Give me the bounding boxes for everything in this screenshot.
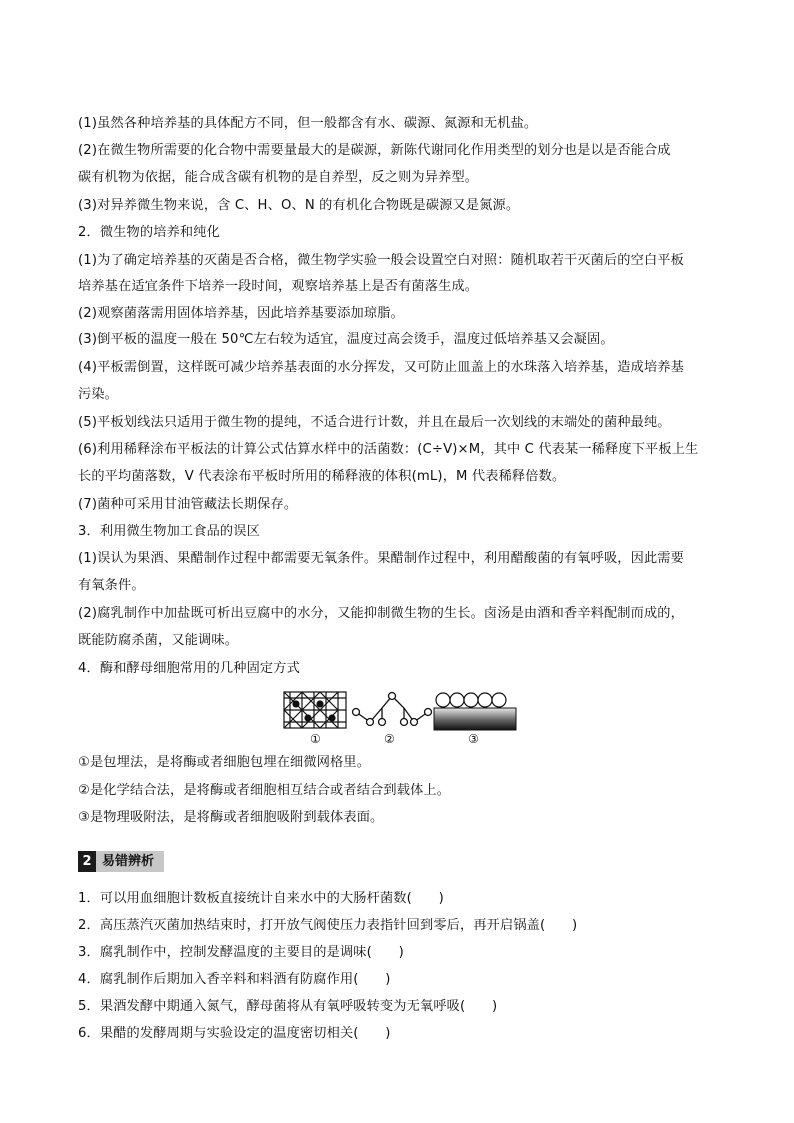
adsorption-carrier-icon [434, 693, 516, 730]
section-heading: 3．利用微生物加工食品的误区 [78, 524, 260, 539]
text-line: (2)腐乳制作中加盐既可析出豆腐中的水分，又能抑制微生物的生长。卤汤是由酒和香辛料配制而成的， [78, 606, 684, 621]
question-item: 2．高压蒸汽灭菌加热结束时，打开放气阀使压力表指针回到零后，再开启锅盖( ) [78, 918, 578, 933]
question-item: 6．果醋的发酵周期与实验设定的温度密切相关( ) [78, 1026, 391, 1041]
text-line: (1)误认为果酒、果醋制作过程中都需要无氧条件。果醋制作过程中，利用醋酸菌的有氧呼吸，因此需要 [78, 551, 684, 566]
text-line: (1)为了确定培养基的灭菌是否合格，微生物学实验一般会设置空白对照：随机取若干灭菌后的空白平板 [78, 253, 684, 268]
text-line: (5)平板划线法只适用于微生物的提纯，不适合进行计数，并且在最后一次划线的末端处的菌种最纯。 [78, 415, 671, 430]
question-item: 1．可以用血细胞计数板直接统计自来水中的大肠杆菌数( ) [78, 891, 444, 906]
text-line: (3)对异养微生物来说，含 C、H、O、N 的有机化合物既是碳源又是氮源。 [78, 198, 520, 213]
question-item: 5．果酒发酵中期通入氮气，酵母菌将从有氧呼吸转变为无氧呼吸( ) [78, 999, 498, 1014]
method-description: ③是物理吸附法，是将酶或者细胞吸附到载体表面。 [78, 810, 384, 825]
text-line: 长的平均菌落数，V 代表涂布平板时所用的稀释液的体积(mL)，M 代表稀释倍数。 [78, 469, 566, 484]
text-line: (4)平板需倒置，这样既可减少培养基表面的水分挥发，又可防止皿盖上的水珠落入培养基，造成培养基 [78, 360, 684, 375]
text-line: (7)菌种可采用甘油管藏法长期保存。 [78, 497, 298, 512]
section-number: 2 [78, 851, 96, 872]
text-line: 有氧条件。 [78, 578, 145, 593]
section-heading: 2．微生物的培养和纯化 [78, 225, 220, 240]
section-badge [78, 851, 164, 872]
text-line: 碳有机物为依据，能合成含碳有机物的是自养型，反之则为异养型。 [78, 170, 479, 185]
method-description: ①是包埋法，是将酶或者细胞包埋在细微网格里。 [78, 755, 371, 770]
text-line: (6)利用稀释涂布平板法的计算公式估算水样中的活菌数：(C÷V)×M，其中 C 代表某一稀释度下平板上生 [78, 442, 699, 457]
text-line: 既能防腐杀菌，又能调味。 [78, 633, 239, 648]
figure-caption-2: ② [384, 732, 395, 746]
text-line: 培养基在适宜条件下培养一段时间，观察培养基上是否有菌落生成。 [78, 279, 479, 294]
figure-caption-3: ③ [468, 732, 479, 746]
embedding-mesh-icon [284, 692, 346, 728]
text-line: (1)虽然各种培养基的具体配方不同，但一般都含有水、碳源、氮源和无机盐。 [78, 116, 538, 131]
text-line: (3)倒平板的温度一般在 50℃左右较为适宜，温度过高会烫手，温度过低培养基又会凝固。 [78, 332, 614, 347]
text-line: 污染。 [78, 387, 119, 402]
question-item: 3．腐乳制作中，控制发酵温度的主要目的是调味( ) [78, 945, 404, 960]
text-line: (2)观察菌落需用固体培养基，因此培养基要添加琼脂。 [78, 306, 404, 321]
text-line: (2)在微生物所需要的化合物中需要量最大的是碳源，新陈代谢同化作用类型的划分也是以是否能合成 [78, 143, 671, 158]
figure-caption-1: ① [310, 732, 321, 746]
section-title: 易错辨析 [102, 854, 155, 869]
question-item: 4．腐乳制作后期加入香辛料和料酒有防腐作用( ) [78, 972, 391, 987]
section-heading: 4．酶和酵母细胞常用的几种固定方式 [78, 661, 300, 676]
immobilization-diagram [282, 688, 518, 732]
immobilization-figure [282, 688, 518, 750]
crosslink-chain-icon [353, 693, 432, 726]
method-description: ②是化学结合法，是将酶或者细胞相互结合或者结合到载体上。 [78, 783, 451, 798]
